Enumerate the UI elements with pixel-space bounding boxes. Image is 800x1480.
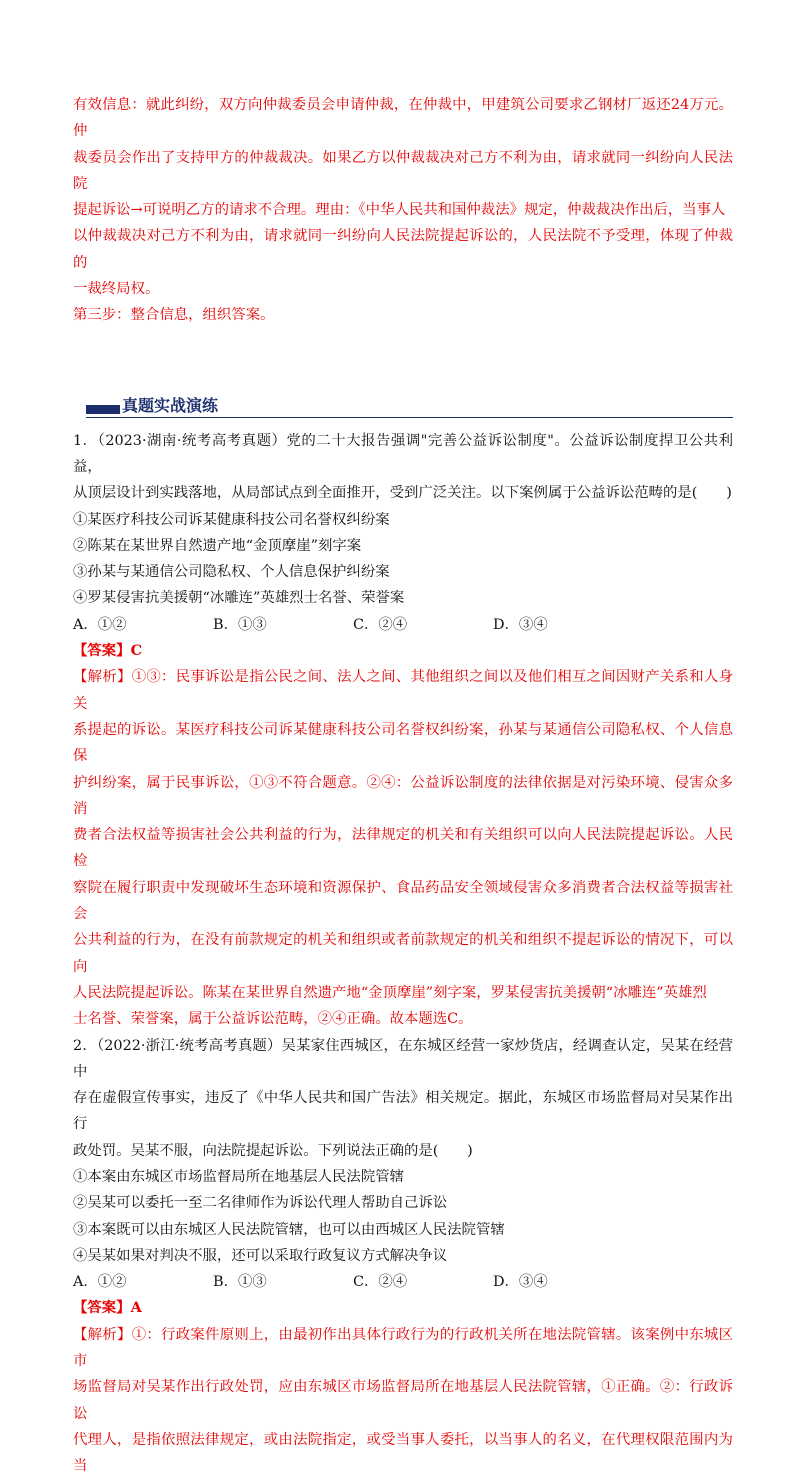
intro-line: 第三步：整合信息，组织答案。	[73, 307, 275, 324]
option-a: A．①②	[73, 616, 127, 633]
explanation-line: 察院在履行职责中发现破坏生态环境和资源保护、食品药品安全领域侵害众多消费者合法权益等损害社会	[73, 879, 733, 923]
question-item: ①某医疗科技公司诉某健康科技公司名誉权纠纷案	[73, 511, 390, 528]
question-item: ③本案既可以由东城区人民法院管辖，也可以由西城区人民法院管辖	[73, 1221, 505, 1238]
section-header	[86, 385, 733, 418]
answer-options	[73, 1269, 733, 1295]
option-a: A．①②	[73, 1274, 127, 1291]
option-c: C．②④	[353, 1274, 408, 1291]
question-stem-line: 存在虚假宣传事实，违反了《中华人民共和国广告法》相关规定。据此，东城区市场监督局对吴某作出行	[73, 1090, 733, 1133]
explanation-line: 士名誉、荣誉案，属于公益诉讼范畴，②④正确。故本题选C。	[73, 1011, 473, 1028]
question-stem-line: 2．（2022·浙江·统考高考真题）吴某家住西城区，在东城区经营一家炒货店，经调查认定，吴某在经营中	[73, 1037, 733, 1080]
question-item: ②陈某在某世界自然遗产地“金顶摩崖”刻字案	[73, 537, 362, 554]
option-b: B．①③	[213, 616, 267, 633]
document-page	[73, 92, 733, 1480]
question-item: ②吴某可以委托一至二名律师作为诉讼代理人帮助自己诉讼	[73, 1195, 448, 1212]
intro-line: 裁委员会作出了支持甲方的仲裁裁决。如果乙方以仲裁裁决对己方不利为由，请求就同一纠纷向人民法院	[73, 149, 733, 192]
question-2	[73, 1033, 733, 1480]
question-stem-line: 政处罚。吴某不服，向法院提起诉讼。下列说法正确的是( )	[73, 1142, 473, 1159]
question-item: ①本案由东城区市场监督局所在地基层人民法院管辖	[73, 1168, 404, 1185]
explanation	[73, 1322, 733, 1480]
question-stem-line: 从顶层设计到实践落地，从局部试点到全面推开，受到广泛关注。以下案例属于公益诉讼范畴的是( )	[73, 485, 732, 502]
explanation-line: 护纠纷案，属于民事诉讼，①③不符合题意。②④：公益诉讼制度的法律依据是对污染环境、侵害众多消	[73, 774, 733, 817]
section-title: 真题实战演练	[122, 395, 219, 415]
intro-block	[73, 92, 733, 329]
explanation-line: 场监督局对吴某作出行政处罚，应由东城区市场监督局所在地基层人民法院管辖，①正确。②：行政诉讼	[73, 1379, 733, 1422]
option-c: C．②④	[353, 616, 408, 633]
intro-line: 以仲裁裁决对己方不利为由，请求就同一纠纷向人民法院提起诉讼的，人民法院不予受理，体现了仲裁的	[73, 228, 733, 271]
explanation-line: 人民法院提起诉讼。陈某在某世界自然遗产地“金顶摩崖”刻字案，罗某侵害抗美援朝“冰雕连”英雄烈	[73, 984, 707, 1001]
explanation-line: 【解析】①③：民事诉讼是指公民之间、法人之间、其他组织之间以及他们相互之间因财产关系和人身关	[73, 669, 733, 712]
answer-label: 【答案】C	[73, 642, 143, 660]
explanation-line: 公共利益的行为，在没有前款规定的机关和组织或者前款规定的机关和组织不提起诉讼的情况下，可以向	[73, 932, 733, 975]
option-d: D．③④	[493, 616, 548, 633]
explanation-line: 系提起的诉讼。某医疗科技公司诉某健康科技公司名誉权纠纷案，孙某与某通信公司隐私权、个人信息保	[73, 721, 733, 765]
question-item: ④罗某侵害抗美援朝“冰雕连”英雄烈士名誉、荣誉案	[73, 590, 405, 607]
option-b: B．①③	[213, 1274, 267, 1291]
explanation-line: 费者合法权益等损害社会公共利益的行为，法律规定的机关和有关组织可以向人民法院提起诉讼。人民检	[73, 827, 733, 870]
intro-line: 一裁终局权。	[73, 281, 160, 298]
question-1	[73, 428, 733, 1033]
answer-options	[73, 612, 733, 638]
section-bar-icon	[86, 405, 120, 414]
answer-label: 【答案】A	[73, 1299, 142, 1317]
question-stem-line: 1．（2023·湖南·统考高考真题）党的二十大报告强调"完善公益诉讼制度"。公益诉讼制度捍卫公共利益，	[73, 432, 733, 475]
explanation	[73, 664, 733, 1032]
intro-line: 有效信息：就此纠纷，双方向仲裁委员会申请仲裁，在仲裁中，甲建筑公司要求乙钢材厂返还24万元。仲	[73, 97, 733, 140]
question-item: ④吴某如果对判决不服，还可以采取行政复议方式解决争议	[73, 1247, 448, 1264]
question-item: ③孙某与某通信公司隐私权、个人信息保护纠纷案	[73, 564, 390, 581]
intro-line: 提起诉讼→可说明乙方的请求不合理。理由：《中华人民共和国仲裁法》规定，仲裁裁决作出后，当事人	[73, 202, 726, 219]
explanation-line: 代理人，是指依照法律规定，或由法院指定，或受当事人委托，以当事人的名义，在代理权限范围内为当	[73, 1431, 733, 1475]
option-d: D．③④	[493, 1274, 548, 1291]
explanation-line: 【解析】①：行政案件原则上，由最初作出具体行政行为的行政机关所在地法院管辖。该案例中东城区市	[73, 1326, 733, 1370]
